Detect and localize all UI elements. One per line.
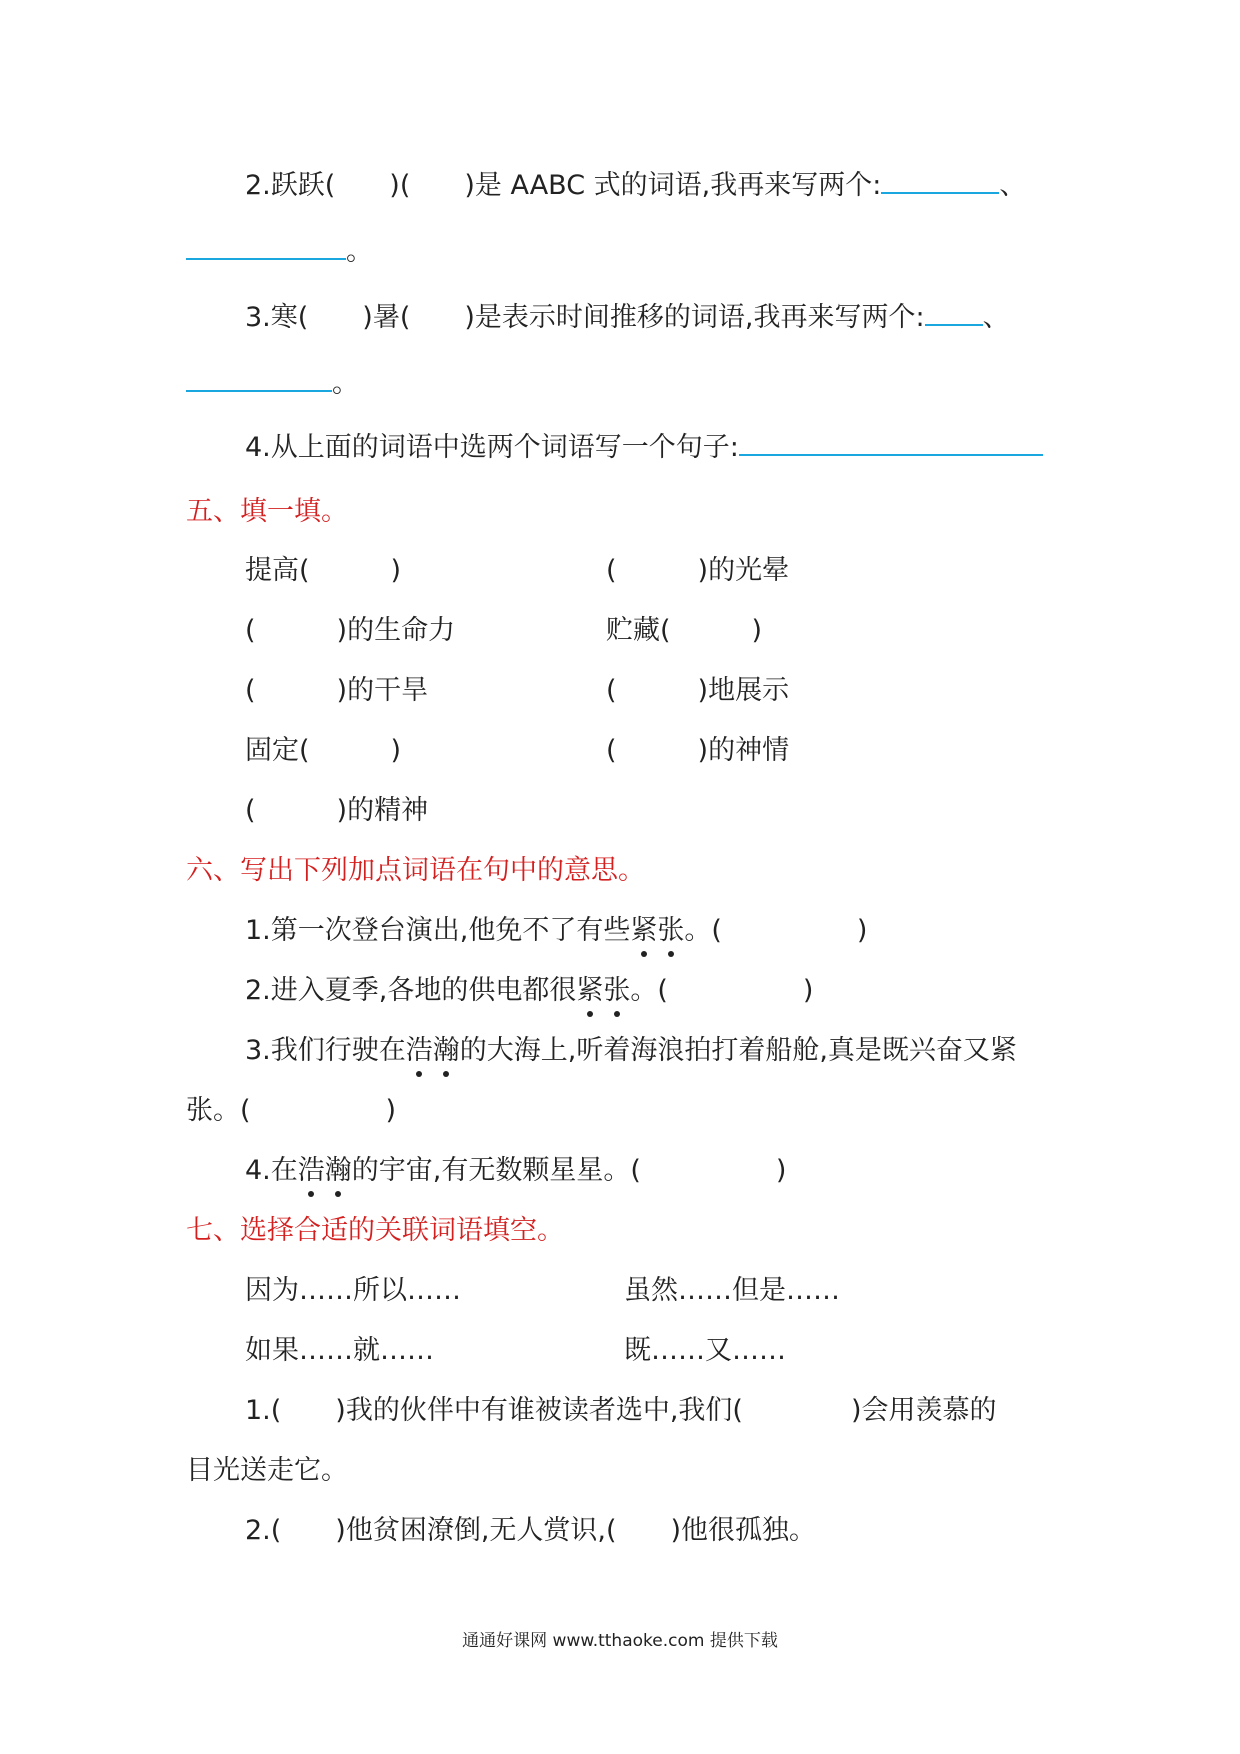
q7-1-line1: 1.( )我的伙伴中有谁被读者选中,我们( )会用羡慕的 (245, 1395, 997, 1426)
answer-blank[interactable] (881, 162, 999, 194)
section5-item: 固定( ) (245, 735, 402, 766)
section5-item: ( )的神情 (606, 735, 790, 766)
q6-4 (245, 1151, 786, 1191)
q4-3-line1 (245, 294, 1010, 334)
q6-4-pre: 4.在 (245, 1155, 298, 1186)
conjunction-option: 如果……就…… (245, 1335, 434, 1366)
section5-item: ( )地展示 (606, 675, 790, 706)
section5-item: ( )的精神 (245, 795, 429, 826)
q7-1-line2: 目光送走它。 (186, 1455, 348, 1486)
q6-4-post: 的宇宙,有无数颗星星。( ) (351, 1155, 787, 1186)
separator: 、 (982, 302, 1010, 333)
section5-item: 提高( ) (245, 555, 402, 586)
section5-item: ( )的干旱 (245, 675, 429, 706)
q6-3-line1 (245, 1031, 1017, 1071)
separator: 、 (999, 170, 1027, 201)
q4-2-text: 2.跃跃( )( )是 AABC 式的词语,我再来写两个: (245, 170, 882, 201)
dotted-char: 浩 (298, 1151, 325, 1191)
q6-3-line2: 张。( ) (186, 1095, 397, 1126)
answer-blank[interactable] (186, 360, 332, 392)
conjunction-option: 虽然……但是…… (624, 1275, 840, 1306)
conjunction-option: 既……又…… (624, 1335, 786, 1366)
period: 。 (332, 368, 359, 399)
dotted-char: 瀚 (433, 1031, 460, 1071)
dotted-char: 张 (603, 971, 630, 1011)
q6-2-post: 。( ) (630, 975, 814, 1006)
section7-title: 七、选择合适的关联词语填空。 (186, 1215, 564, 1246)
answer-blank[interactable] (925, 294, 983, 326)
section5-item: 贮藏( ) (606, 615, 763, 646)
section5-title: 五、填一填。 (186, 496, 348, 527)
q4-4-line (245, 424, 1043, 464)
dotted-char: 紧 (576, 971, 603, 1011)
q6-2-pre: 2.进入夏季,各地的供电都很 (245, 975, 577, 1006)
dotted-char: 浩 (406, 1031, 433, 1071)
q6-3-post: 的大海上,听着海浪拍打着船舱,真是既兴奋又紧 (459, 1035, 1017, 1066)
answer-blank[interactable] (739, 424, 1043, 456)
q4-3-text: 3.寒( )暑( )是表示时间推移的词语,我再来写两个: (245, 302, 925, 333)
section5-item: ( )的光晕 (606, 555, 790, 586)
q4-4-text: 4.从上面的词语中选两个词语写一个句子: (245, 432, 739, 463)
q4-3-line2 (186, 360, 359, 400)
q6-2 (245, 971, 813, 1011)
answer-blank[interactable] (186, 228, 346, 260)
period: 。 (346, 236, 373, 267)
q6-1-pre: 1.第一次登台演出,他免不了有些 (245, 915, 631, 946)
q7-2-line1: 2.( )他贫困潦倒,无人赏识,( )他很孤独。 (245, 1515, 817, 1546)
q6-1 (245, 911, 867, 951)
page-footer: 通通好课网 www.tthaoke.com 提供下载 (462, 1631, 778, 1651)
q6-3-pre: 3.我们行驶在 (245, 1035, 406, 1066)
section6-title: 六、写出下列加点词语在句中的意思。 (186, 855, 645, 886)
dotted-char: 张 (657, 911, 684, 951)
conjunction-option: 因为……所以…… (245, 1275, 461, 1306)
q4-2-line1 (245, 162, 1026, 202)
q6-1-post: 。( ) (684, 915, 868, 946)
dotted-char: 瀚 (325, 1151, 352, 1191)
q4-2-line2 (186, 228, 373, 268)
section5-item: ( )的生命力 (245, 615, 456, 646)
dotted-char: 紧 (630, 911, 657, 951)
